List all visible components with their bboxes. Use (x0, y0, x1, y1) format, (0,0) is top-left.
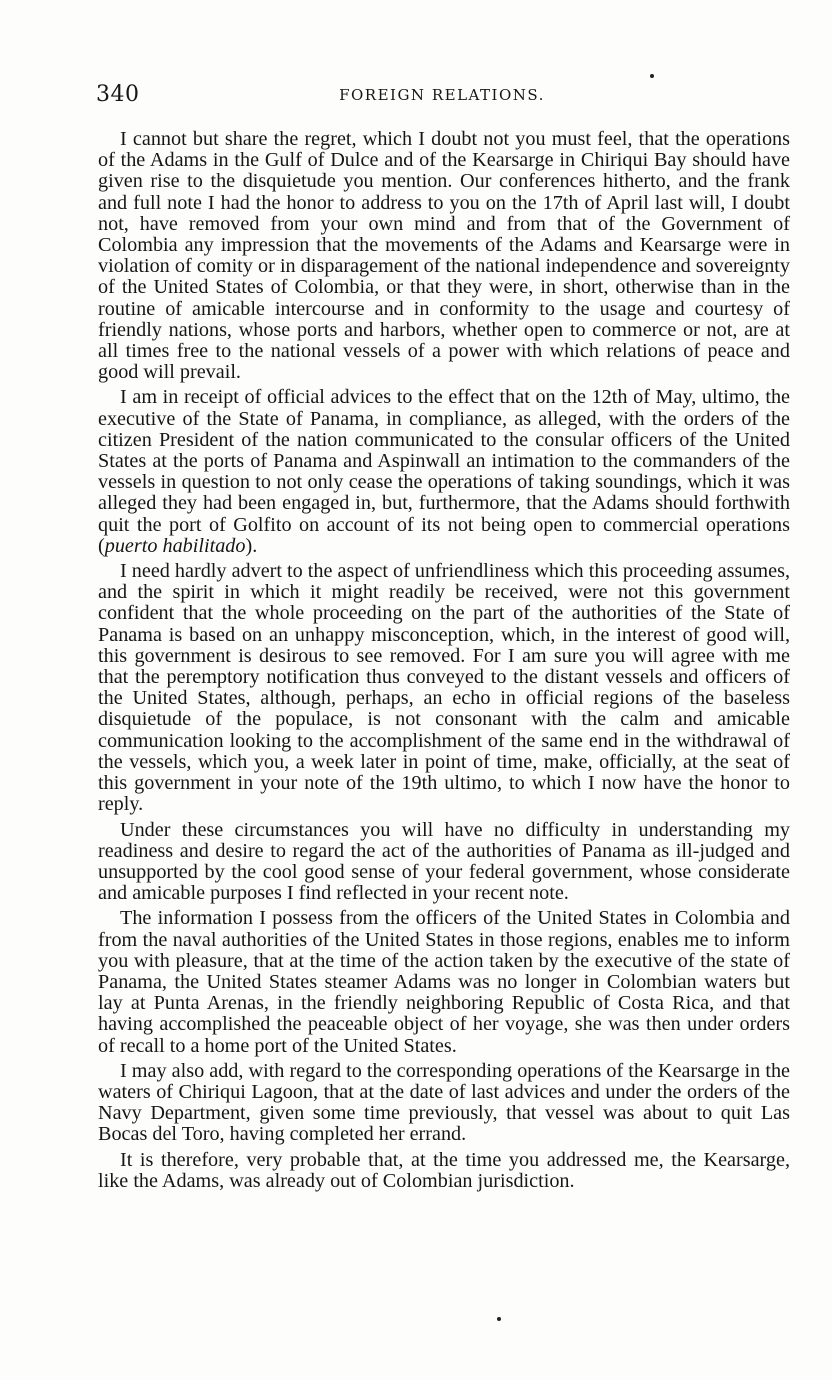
ink-speck (497, 1317, 501, 1321)
paragraph-information: The information I possess from the officers of the United States in Colombia and from the naval authorities of the United States in those regions, enables me to inform you with pleasure, that at the time of the action taken by the executive of the state of Panama, the United States steamer Adams was no longer in Colombian waters but lay at Punta Arenas, in the friendly neighboring Republic of Costa Rica, and that having accomplished the peaceable object of her voyage, she was then under orders of recall to a home port of the United States. (98, 907, 790, 1057)
paragraph-official-advices-text: I am in receipt of official advices to the effect that on the 12th of May, ultimo, the executive of the State of Panama, in compliance, as alleged, with the orders of the citizen President of the nation communicated to the consular officers of the United States at the ports of Panama and Aspinwall an intimation to the commanders of the vessels in question to not only cease the operations of taking soundings, which it was alleged they had been engaged in, but, furthermore, that the Adams should forthwith quit the port of Golfito on account of its not being open to commercial operations ( (98, 386, 790, 557)
italic-term: puerto habilitado (104, 534, 246, 557)
paragraph-circumstances: Under these circumstances you will have no difficulty in understanding my readiness and desire to regard the act of the authorities of Panama as ill-judged and unsupported by the cool good sense of your federal government, whose considerate and amicable purposes I find reflected in your recent note. (98, 818, 790, 905)
paragraph-official-advices (98, 387, 790, 557)
paragraph-regret: I cannot but share the regret, which I doubt not you must feel, that the operations of the Adams in the Gulf of Dulce and of the Kearsarge in Chiriqui Bay should have given rise to the disquietude you mention. Our conferences hitherto, and the frank and full note I had the honor to address to you on the 17th of April last will, I doubt not, have removed from your own mind and from that of the Government of Colombia any impression that the movements of the Adams and Kearsarge were in violation of comity or in disparagement of the national independence and sovereignty of the United States of Colombia, or that they were, in short, otherwise than in the routine of amicable intercourse and in conformity to the usage and courtesy of friendly nations, whose ports and harbors, whether open to commerce or not, are at all times free to the national vessels of a power with which relations of peace and good will prevail. (98, 128, 790, 384)
paragraph-conclusion: It is therefore, very probable that, at the time you addressed me, the Kearsarge, like the Adams, was already out of Colombian jurisdiction. (98, 1148, 790, 1192)
paragraph-kearsarge: I may also add, with regard to the corresponding operations of the Kearsarge in the waters of Chiriqui Lagoon, that at the date of last advices and under the orders of the Navy Department, given some time previously, that vessel was about to quit Las Bocas del Toro, having completed her errand. (98, 1059, 790, 1146)
paragraph-official-advices-end: ). (245, 534, 258, 557)
letter-body (98, 129, 790, 1196)
page-number: 340 (96, 82, 140, 107)
paragraph-unfriendliness: I need hardly advert to the aspect of unfriendliness which this proceeding assumes, and the spirit in which it might readily be received, were not this government confident that the whole proceeding on the part of the authorities of the State of Panama is based on an unhappy misconception, which, in the interest of good will, this government is desirous to see removed. For I am sure you will agree with me that the peremptory notification thus conveyed to the distant vessels and officers of the United States, although, perhaps, an echo in official regions of the baseless disquietude of the populace, is not consonant with the calm and amicable communication looking to the accomplishment of the same end in the withdrawal of the vessels, which you, a week later in point of time, make, officially, at the seat of this government in your note of the 19th ultimo, to which I now have the honor to reply. (98, 560, 790, 816)
page-header (96, 82, 788, 112)
ink-speck (650, 74, 654, 78)
running-head: FOREIGN RELATIONS. (339, 86, 545, 104)
